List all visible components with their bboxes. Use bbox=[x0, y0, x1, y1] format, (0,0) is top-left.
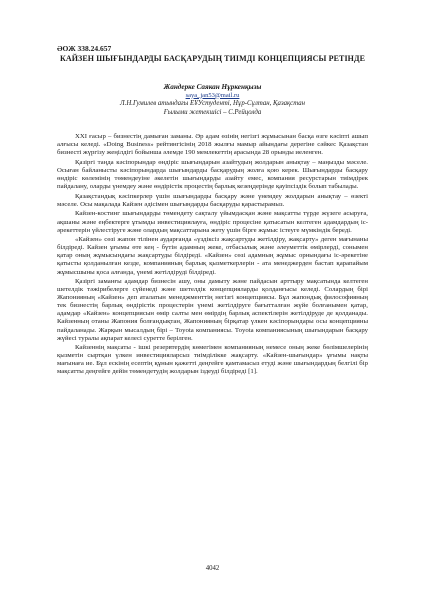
paragraph: Қазіргі таңда кәсіпорындар өндіріс шығындарын азайтудың жолдарын анықтау – маңызды мәселе. Осыған байланысты кәсіпорындарда шығындарды басқарудың жолға қою керек. Шығындарды басқару өндіріс көлемінің төмендеуіне әкелетін шығындарды азайту емес, компания ресурстарын тиімдірек пайдалану, оларды үнемдеу және өндірістік процестің барлық кезеңдерінде қауіпсіздік болып табылады. bbox=[57, 158, 368, 190]
author-email-link[interactable]: saya_jan53@mail.ru bbox=[185, 91, 240, 99]
paragraph: Қазақстандық кәсіпкерлер үшін шығындарды басқару және үнемдеу жолдарын анықтау – өзекті мәселе. Осы мақалада Кайзен әдісімен шығындарды басқаруды қарастырамыз. bbox=[57, 192, 368, 208]
paragraph: Кайзеннің мақсаты - ішкі резервтердің көмегімен компанияның немесе оның жеке бөлімшелерінің қызметін сыртқан үлкен инвестицияларсыз тиімділікке жақсарту. «Кайзен-шығындар» ұғымы нақты мағынаға ие. Бұл ескінің есептің құнын қажетті деңгейге қамтамасыз етуді және шығындардың белгілі бір мақсатты деңгейге дейін төмендетудің жолдарын іздеуді білдіреді [1]. bbox=[57, 344, 368, 376]
paragraph: Кайзен-костинг шығындарды төмендету сақталу үйымдасқан және мақсатты түрде жүзеге асыруға, ақшаны және еңбектерге ұтымды инвестициялауға, өндіріс процесіне қатысатын келтеген адамдардың іс-әрекеттерін үйлестіруге және олардың мақсаттарына жету үшін бірге жұмыс істеуге мүмкіндік береді. bbox=[57, 210, 368, 234]
page-number: 4042 bbox=[205, 565, 220, 572]
paragraph: Қазіргі заманғы адамдар бизнесін ашу, оны дамыту және пайдасын арттыру мақсатында келтеген шетелдік тәжірибелерге сүйенеді және шетелдік концепцияларды қолданғысы келеді. Солардың бірі Жапонияның «Кайзен» деп аталатын менеджменттің негізгі концепциясы. Бұл жапондық философияның тек бизнестің барлық өндірістік процестерін үнемі жетілдіруге бағытталған жүйе болғанымен қатар, адамдар «Кайзен» концепциясын өмір салты мен өмірдің барлық аспектілерін жетілдіруде де қолданады. Кайзенның отаны Жапония болғандықтан, Жапонияның бірқатар үлкен кәсіпорындары осы концепцияны пайдаланады. Жарқын мысалдың бірі – Toyota компаниясы. Toyota компаниясының шығындарын басқару жүйесі туралы ақпарат келесі суретте берілген. bbox=[57, 278, 368, 342]
author-affiliation: Л.Н.Гумилев атындағы ЕҰУстудентi, Нұр-Сұлтан, Қазақстан bbox=[120, 100, 305, 107]
article-body bbox=[57, 133, 368, 378]
article-title: КАЙЗЕН ШЫҒЫНДАРДЫ БАСҚАРУДЫҢ ТИІМДІ КОНЦЕПЦИЯСЫ РЕТІНДЕ bbox=[59, 54, 366, 63]
paragraph: ХХІ ғасыр – бизнестің дамыған заманы. Әр адам өзінің негізгі жұмысынан басқа өзге кәсіпті ашып алғысы келеді. «Doing Business» рейтингісінің 2018 жылғы мамыр айындағы дерегіне сәйкес Қазақстан бизнесті жүргізу жеңілдігі бойынша әлемде 190 мемлекеттің арасында 28 орынды иеленген. bbox=[57, 133, 368, 157]
author-name: Жандерке Саякан Нұркенқызы bbox=[163, 83, 262, 91]
scientific-advisor: Ғылыми жетекшісі – С.Рейцолда bbox=[163, 109, 262, 116]
udc-code: ӘОЖ 338.24.657 bbox=[57, 44, 112, 53]
paragraph: «Кайзен» сөзі жапон тілінен аударғанда «үздіксіз жақсартуды жетілдіру, жақсарту» деген мағынаны білдіреді. Кайзен ұғымы өте кең - бүтін адамның жеке, отбасылық және әлеуметтік өмірлерді, сонымен қатар оның жұмысындағы жақсартуды білдіреді. «Кайзен» сөзі адамның жұмыс орнындағы іс-әрекетіне қатысты қолданылған кезде, компанияның барлық қызметкерлерін - ата менеджерден бастап қарапайым жұмысшыны қоса алғанда, үнемі жетілдіруді білдіреді. bbox=[57, 236, 368, 276]
